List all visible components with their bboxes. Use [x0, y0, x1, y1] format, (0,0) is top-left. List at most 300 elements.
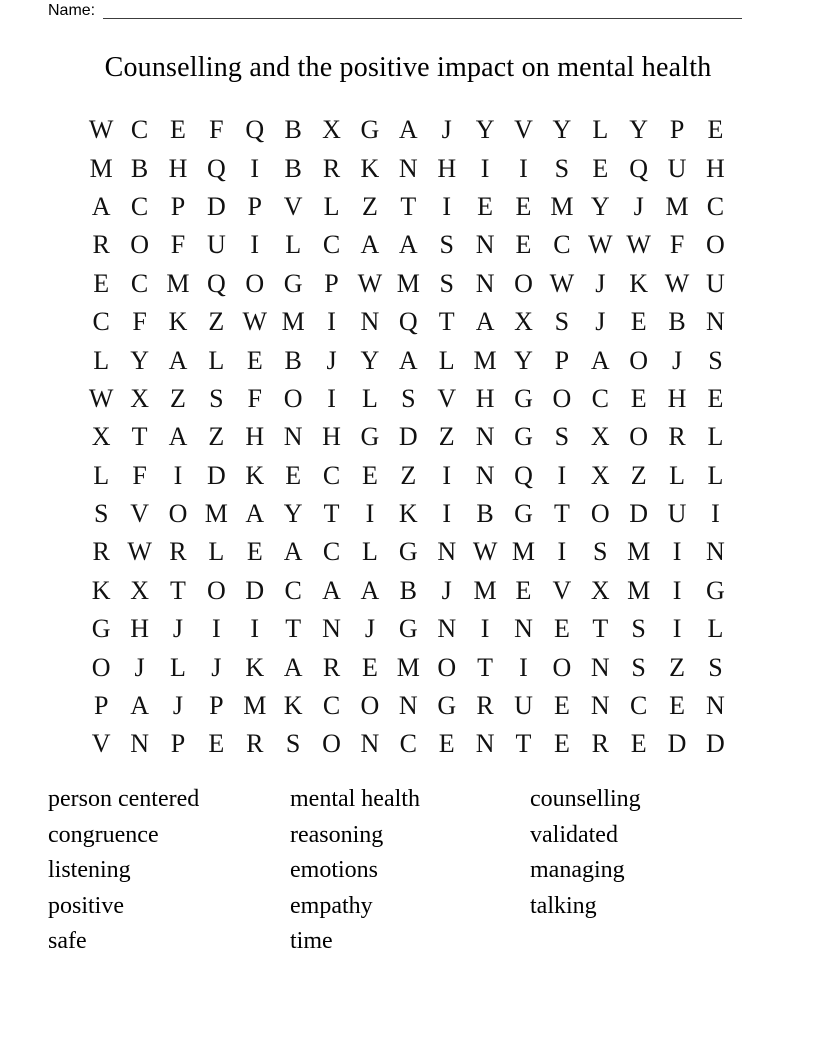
- grid-letter: G: [283, 268, 303, 298]
- grid-letter: N: [130, 729, 149, 759]
- grid-letter: C: [92, 307, 110, 337]
- grid-letter: I: [365, 499, 375, 529]
- grid-letter: N: [283, 422, 303, 452]
- grid-letter: P: [247, 191, 262, 221]
- grid-letter: A: [398, 345, 418, 375]
- grid-letter: J: [172, 691, 184, 721]
- grid-letter: Q: [629, 153, 649, 183]
- grid-letter: G: [514, 499, 533, 529]
- grid-letter: V: [552, 575, 572, 605]
- grid-letter: E: [707, 115, 724, 145]
- grid-letter: O: [706, 230, 725, 260]
- puzzle-title: Counselling and the positive impact on mental health: [104, 52, 712, 83]
- grid-letter: G: [398, 537, 418, 567]
- grid-letter: W: [549, 268, 575, 298]
- grid-letter: C: [284, 575, 302, 605]
- grid-letter: I: [250, 614, 260, 644]
- grid-letter: N: [475, 422, 495, 452]
- grid-letter: O: [360, 691, 380, 721]
- grid-letter: N: [398, 153, 418, 183]
- grid-letter: Y: [514, 345, 533, 375]
- grid-letter: X: [130, 575, 149, 605]
- grid-letter: Z: [170, 383, 186, 413]
- grid-letter: K: [168, 307, 188, 337]
- grid-letter: T: [438, 307, 455, 337]
- grid-letter: V: [130, 499, 149, 529]
- grid-letter: X: [590, 460, 610, 490]
- grid-letter: D: [398, 422, 418, 452]
- grid-letter: W: [88, 383, 114, 413]
- word-item: positive: [48, 892, 124, 919]
- grid-letter: H: [667, 383, 687, 413]
- grid-letter: W: [472, 537, 498, 567]
- grid-letter: L: [323, 191, 340, 221]
- word-item: safe: [48, 928, 87, 955]
- grid-letter: M: [627, 575, 651, 605]
- grid-letter: K: [629, 268, 649, 298]
- grid-letter: R: [169, 537, 187, 567]
- grid-letter: K: [91, 575, 111, 605]
- grid-letter: Y: [475, 115, 495, 145]
- grid-letter: E: [592, 153, 609, 183]
- grid-letter: C: [130, 191, 149, 221]
- grid-letter: Z: [669, 652, 685, 682]
- grid-letter: M: [166, 268, 190, 298]
- word-item: reasoning: [290, 821, 384, 848]
- grid-letter: E: [515, 575, 532, 605]
- grid-letter: L: [208, 345, 225, 375]
- grid-letter: E: [630, 729, 647, 759]
- grid-letter: M: [473, 575, 497, 605]
- grid-letter: A: [360, 230, 380, 260]
- grid-letter: O: [168, 499, 188, 529]
- grid-letter: S: [93, 499, 109, 529]
- grid-letter: K: [245, 460, 265, 490]
- grid-letter: T: [477, 652, 494, 682]
- grid-letter: F: [209, 115, 224, 145]
- grid-letter: E: [630, 383, 647, 413]
- grid-letter: X: [322, 115, 341, 145]
- grid-letter: F: [132, 460, 147, 490]
- word-item: congruence: [48, 821, 159, 848]
- grid-letter: O: [283, 383, 303, 413]
- grid-letter: M: [511, 537, 536, 567]
- grid-letter: R: [668, 422, 686, 452]
- grid-letter: I: [519, 652, 528, 682]
- grid-letter: L: [669, 460, 685, 490]
- grid-letter: O: [245, 268, 265, 298]
- grid-letter: M: [89, 153, 113, 183]
- grid-letter: N: [475, 729, 495, 759]
- grid-letter: W: [357, 268, 383, 298]
- grid-letter: I: [557, 460, 567, 490]
- grid-letter: R: [591, 729, 609, 759]
- grid-letter: G: [514, 383, 533, 413]
- grid-letter: H: [706, 153, 725, 183]
- grid-letter: E: [361, 460, 378, 490]
- grid-letter: T: [515, 729, 532, 759]
- word-list: [0, 782, 816, 982]
- grid-letter: W: [588, 230, 613, 260]
- grid-letter: B: [476, 499, 494, 529]
- word-item: emotions: [290, 857, 378, 884]
- grid-letter: N: [322, 614, 341, 644]
- word-item: counselling: [530, 786, 641, 812]
- grid-letter: E: [515, 230, 532, 260]
- grid-letter: E: [93, 268, 110, 298]
- grid-letter: Q: [398, 307, 418, 337]
- grid-letter: C: [553, 230, 571, 260]
- grid-letter: N: [398, 691, 418, 721]
- grid-letter: C: [629, 691, 648, 721]
- grid-letter: W: [664, 268, 690, 298]
- grid-letter: J: [633, 191, 644, 221]
- grid-letter: N: [590, 652, 610, 682]
- grid-letter: E: [707, 383, 724, 413]
- grid-letter: B: [668, 307, 686, 337]
- grid-letter: K: [245, 652, 265, 682]
- grid-letter: O: [590, 499, 610, 529]
- grid-letter: J: [595, 268, 606, 298]
- grid-letter: E: [477, 191, 494, 221]
- grid-letter: G: [437, 691, 457, 721]
- grid-letter: E: [246, 537, 263, 567]
- grid-letter: G: [360, 422, 380, 452]
- grid-letter: Z: [208, 307, 225, 337]
- grid-letter: E: [208, 729, 225, 759]
- grid-letter: F: [669, 230, 685, 260]
- grid-letter: O: [322, 729, 341, 759]
- grid-letter: K: [360, 153, 380, 183]
- grid-letter: J: [326, 345, 337, 375]
- grid-letter: Q: [514, 460, 533, 490]
- grid-letter: S: [285, 729, 301, 759]
- grid-letter: P: [209, 691, 224, 721]
- grid-letter: A: [168, 422, 188, 452]
- grid-letter: T: [323, 499, 340, 529]
- grid-letter: F: [132, 307, 147, 337]
- grid-letter: Y: [552, 115, 572, 145]
- grid-letter: L: [361, 383, 378, 413]
- grid-letter: L: [438, 345, 455, 375]
- grid-letter: Z: [438, 422, 455, 452]
- grid-letter: M: [281, 307, 305, 337]
- grid-letter: Q: [206, 153, 226, 183]
- grid-letter: J: [134, 652, 145, 682]
- grid-letter: J: [172, 614, 184, 644]
- grid-letter: O: [130, 230, 149, 260]
- grid-letter: M: [204, 499, 228, 529]
- grid-letter: A: [475, 307, 495, 337]
- grid-letter: N: [437, 537, 457, 567]
- grid-letter: C: [591, 383, 609, 413]
- grid-letter: L: [361, 537, 378, 567]
- grid-letter: C: [399, 729, 417, 759]
- grid-letter: B: [399, 575, 417, 605]
- grid-letter: H: [475, 383, 495, 413]
- word-item: managing: [530, 857, 625, 884]
- word-item: empathy: [290, 892, 373, 919]
- grid-letter: O: [91, 652, 111, 682]
- grid-letter: L: [707, 460, 724, 490]
- grid-letter: H: [322, 422, 341, 452]
- grid-letter: I: [327, 307, 336, 337]
- grid-letter: B: [130, 153, 149, 183]
- grid-letter: O: [552, 383, 572, 413]
- grid-letter: N: [360, 307, 380, 337]
- word-item: validated: [530, 821, 618, 848]
- grid-letter: N: [590, 691, 610, 721]
- word-item: mental health: [290, 786, 420, 812]
- grid-letter: A: [245, 499, 265, 529]
- grid-letter: U: [514, 691, 533, 721]
- grid-letter: I: [557, 537, 567, 567]
- word-item: time: [290, 928, 333, 955]
- grid-letter: K: [398, 499, 418, 529]
- grid-letter: X: [514, 307, 533, 337]
- grid-letter: M: [627, 537, 651, 567]
- grid-letter: Y: [590, 191, 610, 221]
- grid-letter: Y: [283, 499, 303, 529]
- grid-letter: M: [550, 191, 574, 221]
- grid-letter: H: [130, 614, 149, 644]
- grid-letter: F: [170, 230, 186, 260]
- grid-letter: W: [242, 307, 268, 337]
- name-label: Name:: [48, 2, 96, 19]
- grid-letter: W: [88, 115, 114, 145]
- grid-letter: Z: [361, 191, 378, 221]
- grid-letter: O: [437, 652, 457, 682]
- grid-letter: S: [209, 383, 224, 413]
- grid-letter: E: [553, 614, 570, 644]
- grid-letter: N: [475, 230, 495, 260]
- grid-letter: H: [245, 422, 265, 452]
- grid-letter: G: [91, 614, 111, 644]
- grid-letter: A: [322, 575, 341, 605]
- grid-letter: C: [322, 537, 341, 567]
- grid-letter: Z: [400, 460, 417, 490]
- grid-letter: N: [706, 537, 725, 567]
- grid-letter: I: [212, 614, 221, 644]
- grid-letter: D: [245, 575, 265, 605]
- grid-letter: M: [473, 345, 497, 375]
- grid-letter: Z: [630, 460, 647, 490]
- grid-letter: K: [283, 691, 303, 721]
- grid-letter: Y: [360, 345, 380, 375]
- grid-letter: I: [519, 153, 528, 183]
- grid-letter: N: [360, 729, 380, 759]
- grid-letter: L: [208, 537, 225, 567]
- grid-letter: E: [669, 691, 685, 721]
- grid-letter: I: [442, 191, 452, 221]
- grid-letter: X: [590, 575, 610, 605]
- grid-letter: D: [206, 460, 226, 490]
- word-list-column-3: [530, 782, 641, 924]
- grid-letter: C: [706, 191, 725, 221]
- grid-letter: Y: [130, 345, 149, 375]
- grid-letter: T: [592, 614, 609, 644]
- grid-letter: I: [672, 537, 682, 567]
- grid-letter: U: [706, 268, 725, 298]
- grid-letter: Q: [245, 115, 265, 145]
- grid-letter: A: [398, 230, 418, 260]
- grid-letter: C: [322, 460, 341, 490]
- grid-letter: T: [400, 191, 417, 221]
- grid-letter: E: [630, 307, 647, 337]
- grid-letter: S: [439, 230, 454, 260]
- grid-letter: S: [554, 307, 570, 337]
- grid-letter: B: [284, 345, 302, 375]
- grid-letter: M: [396, 268, 420, 298]
- grid-letter: D: [206, 191, 226, 221]
- grid-letter: C: [322, 230, 341, 260]
- grid-letter: I: [711, 499, 720, 529]
- grid-letter: U: [667, 153, 687, 183]
- grid-letter: I: [672, 614, 682, 644]
- grid-letter: Q: [206, 268, 226, 298]
- grid-letter: X: [130, 383, 149, 413]
- grid-letter: L: [592, 115, 609, 145]
- grid-letter: X: [91, 422, 111, 452]
- grid-letter: Z: [208, 422, 225, 452]
- grid-letter: E: [515, 191, 532, 221]
- grid-letter: E: [553, 691, 570, 721]
- grid-letter: D: [667, 729, 687, 759]
- grid-letter: R: [322, 153, 341, 183]
- grid-letter: L: [707, 614, 724, 644]
- grid-letter: E: [438, 729, 455, 759]
- grid-letter: P: [93, 691, 109, 721]
- grid-letter: C: [130, 268, 149, 298]
- grid-letter: J: [364, 614, 375, 644]
- grid-letter: I: [250, 153, 260, 183]
- grid-letter: V: [91, 729, 111, 759]
- word-list-column-1: [48, 782, 199, 960]
- grid-letter: G: [706, 575, 725, 605]
- grid-letter: A: [360, 575, 380, 605]
- grid-letter: V: [283, 191, 303, 221]
- grid-letter: A: [283, 537, 303, 567]
- grid-letter: M: [665, 191, 689, 221]
- grid-letter: J: [441, 575, 452, 605]
- grid-letter: A: [590, 345, 610, 375]
- grid-letter: H: [437, 153, 457, 183]
- word-item: listening: [48, 857, 131, 884]
- grid-letter: T: [285, 614, 302, 644]
- grid-letter: O: [629, 345, 649, 375]
- grid-letter: I: [672, 575, 682, 605]
- grid-letter: D: [629, 499, 649, 529]
- grid-letter: F: [247, 383, 262, 413]
- grid-letter: B: [284, 153, 302, 183]
- grid-letter: A: [168, 345, 188, 375]
- grid-letter: E: [246, 345, 263, 375]
- grid-letter: B: [284, 115, 302, 145]
- grid-letter: N: [514, 614, 533, 644]
- grid-letter: P: [170, 729, 186, 759]
- grid-letter: S: [708, 652, 723, 682]
- grid-letter: G: [360, 115, 380, 145]
- grid-letter: M: [396, 652, 420, 682]
- grid-letter: L: [93, 345, 110, 375]
- grid-letter: O: [206, 575, 226, 605]
- grid-letter: H: [168, 153, 188, 183]
- grid-letter: P: [170, 191, 186, 221]
- letter-grid: [82, 111, 735, 764]
- grid-letter: N: [706, 691, 725, 721]
- grid-letter: I: [327, 383, 336, 413]
- grid-letter: P: [669, 115, 685, 145]
- grid-letter: W: [626, 230, 651, 260]
- grid-letter: G: [514, 422, 533, 452]
- grid-letter: N: [475, 460, 495, 490]
- grid-letter: O: [629, 422, 649, 452]
- grid-letter: I: [442, 499, 452, 529]
- name-fill-line[interactable]: [103, 18, 742, 19]
- grid-letter: N: [475, 268, 495, 298]
- word-list-column-2: [290, 782, 420, 960]
- grid-letter: I: [250, 230, 260, 260]
- grid-letter: I: [480, 153, 490, 183]
- grid-letter: R: [246, 729, 264, 759]
- grid-letter: J: [441, 115, 452, 145]
- grid-letter: C: [322, 691, 341, 721]
- grid-letter: M: [243, 691, 267, 721]
- grid-letter: X: [590, 422, 610, 452]
- grid-letter: R: [92, 537, 110, 567]
- grid-letter: O: [514, 268, 533, 298]
- grid-letter: W: [127, 537, 152, 567]
- grid-letter: S: [708, 345, 723, 375]
- grid-letter: D: [706, 729, 725, 759]
- grid-letter: T: [553, 499, 570, 529]
- grid-letter: N: [706, 307, 725, 337]
- grid-letter: U: [206, 230, 226, 260]
- grid-letter: U: [667, 499, 687, 529]
- word-item: talking: [530, 892, 597, 919]
- grid-letter: S: [593, 537, 608, 567]
- grid-letter: L: [93, 460, 110, 490]
- grid-letter: O: [552, 652, 572, 682]
- grid-letter: R: [476, 691, 494, 721]
- word-item: person centered: [48, 786, 200, 812]
- grid-letter: I: [480, 614, 490, 644]
- grid-letter: S: [401, 383, 416, 413]
- grid-letter: T: [170, 575, 186, 605]
- grid-letter: E: [361, 652, 378, 682]
- grid-letter: G: [398, 614, 418, 644]
- grid-letter: A: [398, 115, 418, 145]
- grid-letter: A: [130, 691, 149, 721]
- grid-letter: A: [91, 191, 111, 221]
- grid-letter: I: [173, 460, 183, 490]
- grid-letter: N: [437, 614, 457, 644]
- grid-letter: A: [283, 652, 303, 682]
- grid-letter: R: [322, 652, 341, 682]
- grid-letter: S: [439, 268, 454, 298]
- grid-letter: L: [285, 230, 302, 260]
- grid-letter: J: [671, 345, 683, 375]
- grid-letter: I: [442, 460, 452, 490]
- grid-letter: P: [554, 345, 570, 375]
- grid-letter: Y: [629, 115, 649, 145]
- name-row: [48, 2, 742, 20]
- grid-letter: S: [631, 652, 646, 682]
- grid-letter: S: [554, 422, 570, 452]
- grid-letter: E: [553, 729, 570, 759]
- grid-letter: E: [285, 460, 302, 490]
- grid-letter: J: [595, 307, 606, 337]
